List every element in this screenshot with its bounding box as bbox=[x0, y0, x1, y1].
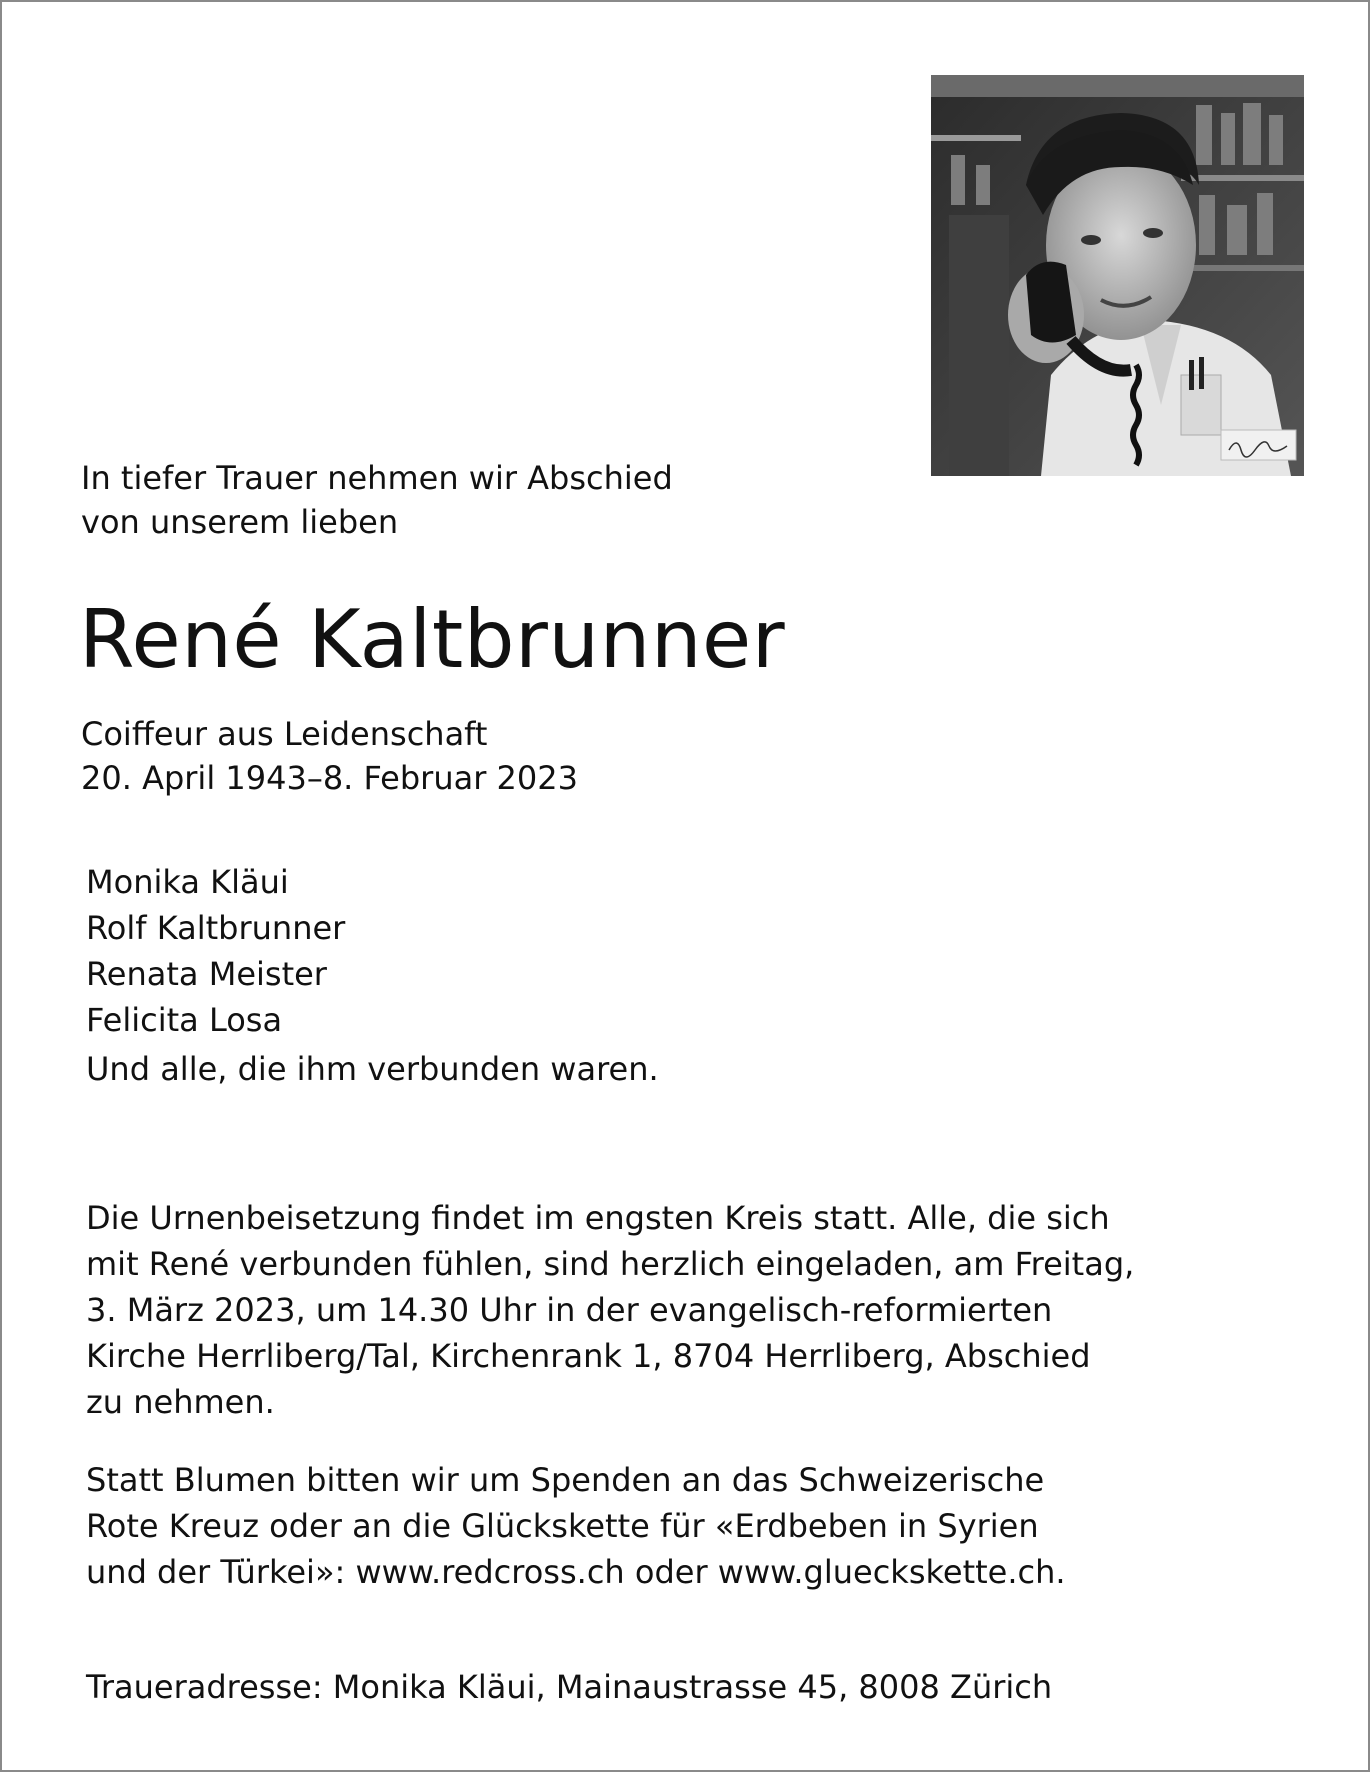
intro-line-1: In tiefer Trauer nehmen wir Abschied bbox=[81, 459, 673, 497]
intro-line-2: von unserem lieben bbox=[81, 503, 399, 541]
ceremony-line: Kirche Herrliberg/Tal, Kirchenrank 1, 8704 Herrliberg, Abschied bbox=[86, 1337, 1091, 1375]
ceremony-line: 3. März 2023, um 14.30 Uhr in der evangelisch-reformierten bbox=[86, 1291, 1053, 1329]
intro-text bbox=[81, 456, 673, 544]
life-dates: 20. April 1943–8. Februar 2023 bbox=[81, 759, 578, 797]
donation-line: Statt Blumen bitten wir um Spenden an das Schweizerische bbox=[86, 1461, 1045, 1499]
survivor-name: Monika Kläui bbox=[86, 863, 289, 901]
deceased-name: René Kaltbrunner bbox=[79, 593, 786, 686]
occupation: Coiffeur aus Leidenschaft bbox=[81, 715, 488, 753]
portrait-photo bbox=[931, 75, 1304, 476]
deceased-details bbox=[81, 712, 578, 800]
ceremony-line: mit René verbunden fühlen, sind herzlich eingeladen, am Freitag, bbox=[86, 1245, 1135, 1283]
donation-line: und der Türkei»: www.redcross.ch oder www.glueckskette.ch. bbox=[86, 1553, 1066, 1591]
survivor-name: Felicita Losa bbox=[86, 1001, 283, 1039]
survivors-list bbox=[86, 859, 659, 1092]
donation-paragraph bbox=[86, 1457, 1226, 1595]
ceremony-paragraph bbox=[86, 1195, 1226, 1425]
mourning-address: Traueradresse: Monika Kläui, Mainaustrasse 45, 8008 Zürich bbox=[86, 1668, 1053, 1706]
survivor-name: Rolf Kaltbrunner bbox=[86, 909, 346, 947]
donation-line: Rote Kreuz oder an die Glückskette für «Erdbeben in Syrien bbox=[86, 1507, 1039, 1545]
portrait-photo-icon bbox=[931, 75, 1304, 476]
survivor-name: Renata Meister bbox=[86, 955, 327, 993]
ceremony-line: Die Urnenbeisetzung findet im engsten Kreis statt. Alle, die sich bbox=[86, 1199, 1110, 1237]
survivors-closing: Und alle, die ihm verbunden waren. bbox=[86, 1050, 659, 1088]
ceremony-line: zu nehmen. bbox=[86, 1383, 275, 1421]
